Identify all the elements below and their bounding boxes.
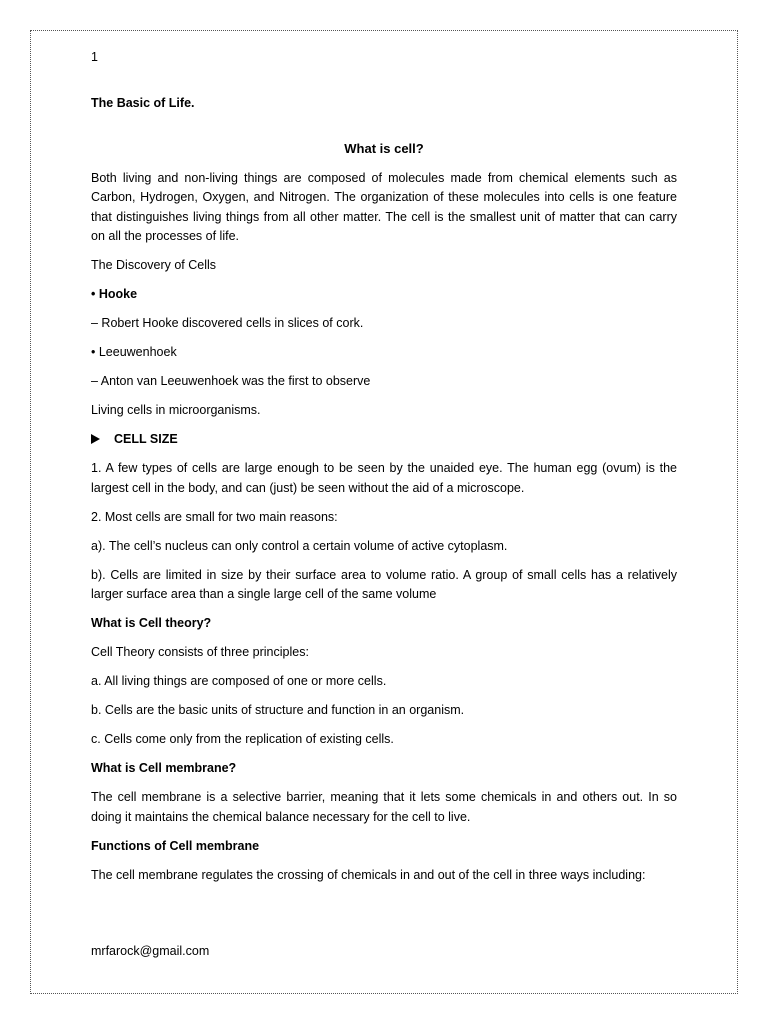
hooke-text: – Robert Hooke discovered cells in slices of cork. [91,316,364,330]
living-cells-text: Living cells in microorganisms. [91,403,261,417]
page-number: 1 [91,50,98,64]
membrane-functions-text: The cell membrane regulates the crossing of chemicals in and out of the cell in three ways including: [91,867,646,882]
bullet-hooke: • Hooke [91,287,138,301]
cell-size-reason-a: a). The cell’s nucleus can only control a certain volume of active cytoplasm. [91,538,508,553]
cell-theory-principle-c: c. Cells come only from the replication of existing cells. [91,732,394,746]
intro-paragraph: Both living and non-living things are composed of molecules made from chemical elements such as Carbon, Hydrogen, Oxygen, and Nitrogen. The organization of these molecules into cells is one feature that distinguishes living things from all other matter. The cell is the smallest unit of matter that can carry on all the processes of life. [91,170,677,243]
membrane-functions-heading: Functions of Cell membrane [91,838,260,853]
cell-theory-principle-a: a. All living things are composed of one or more cells. [91,674,387,688]
cell-size-point-2: 2. Most cells are small for two main reasons: [91,509,338,524]
section-heading-what-is-cell: What is cell? [344,141,424,156]
cell-membrane-text: The cell membrane is a selective barrier, meaning that it lets some chemicals in and others out. In so doing it maintains the chemical balance necessary for the cell to live. [91,790,677,824]
document-body [91,48,677,895]
bullet-leeuwenhoek: • Leeuwenhoek [91,345,177,359]
discovery-heading: The Discovery of Cells [91,258,217,272]
cell-size-heading-label: CELL SIZE [114,432,178,446]
footer-email: mrfarock@gmail.com [91,944,210,958]
document-title: The Basic of Life. [91,95,195,110]
cell-size-point-1: 1. A few types of cells are large enough to be seen by the unaided eye. The human egg (ovum) is the largest cell in the body, and can (just) be seen without the aid of a microscope. [91,461,677,495]
cell-theory-intro: Cell Theory consists of three principles: [91,645,309,659]
cell-theory-principle-b: b. Cells are the basic units of structure and function in an organism. [91,703,465,717]
cell-size-heading [91,430,677,450]
cell-size-reason-b: b). Cells are limited in size by their surface area to volume ratio. A group of small cells has a relatively larger surface area than a single large cell of the same volume [91,567,677,601]
leeuwenhoek-text: – Anton van Leeuwenhoek was the first to observe [91,374,371,388]
arrow-bullet-icon [91,434,100,444]
cell-theory-heading: What is Cell theory? [91,616,212,630]
cell-membrane-heading: What is Cell membrane? [91,761,237,775]
